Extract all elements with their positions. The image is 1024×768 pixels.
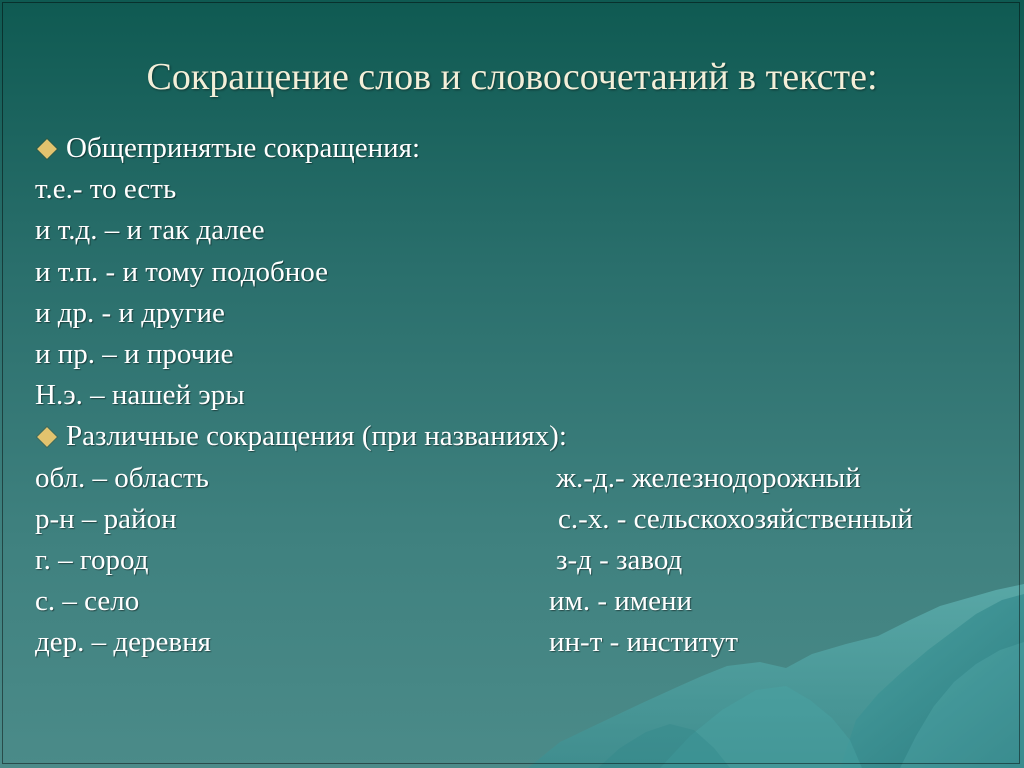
section-heading-common <box>35 128 995 169</box>
abbreviation-left: г. – город <box>35 543 149 576</box>
diamond-icon <box>37 139 57 159</box>
abbreviation-left: с. – село <box>35 585 140 618</box>
abbreviation-left: обл. – область <box>35 461 209 494</box>
abbreviation-right: ин-т - институт <box>549 626 739 659</box>
abbreviation-row <box>35 499 995 540</box>
abbreviation-right: с.-х. - сельскохозяйственный <box>558 502 913 535</box>
abbreviation-right: ж.-д.- железнодорожный <box>556 461 861 494</box>
abbreviation-item: и пр. – и прочие <box>35 337 234 370</box>
abbreviation-left: дер. – деревня <box>35 626 211 659</box>
abbreviation-right: з-д - завод <box>556 543 683 576</box>
abbreviation-item: и т.п. - и тому подобное <box>35 255 328 288</box>
section-heading-various <box>35 416 995 457</box>
abbreviation-row <box>35 458 995 499</box>
abbreviation-item: т.е.- то есть <box>35 173 177 206</box>
abbreviation-left: р-н – район <box>35 502 177 535</box>
slide-title: Сокращение слов и словосочетаний в тексте: <box>146 56 878 98</box>
abbreviation-row <box>35 622 995 663</box>
abbreviation-item: и т.д. – и так далее <box>35 214 265 247</box>
abbreviation-row <box>35 540 995 581</box>
abbreviation-right: им. - имени <box>549 585 693 618</box>
section-heading-common-text: Общепринятые сокращения: <box>66 132 421 164</box>
section-heading-various-text: Различные сокращения (при названиях): <box>66 420 567 453</box>
abbreviation-row <box>35 581 995 622</box>
abbreviation-item: и др. - и другие <box>35 296 225 329</box>
abbreviation-item: Н.э. – нашей эры <box>35 379 245 412</box>
diamond-icon <box>37 427 57 447</box>
slide-content <box>35 128 995 663</box>
